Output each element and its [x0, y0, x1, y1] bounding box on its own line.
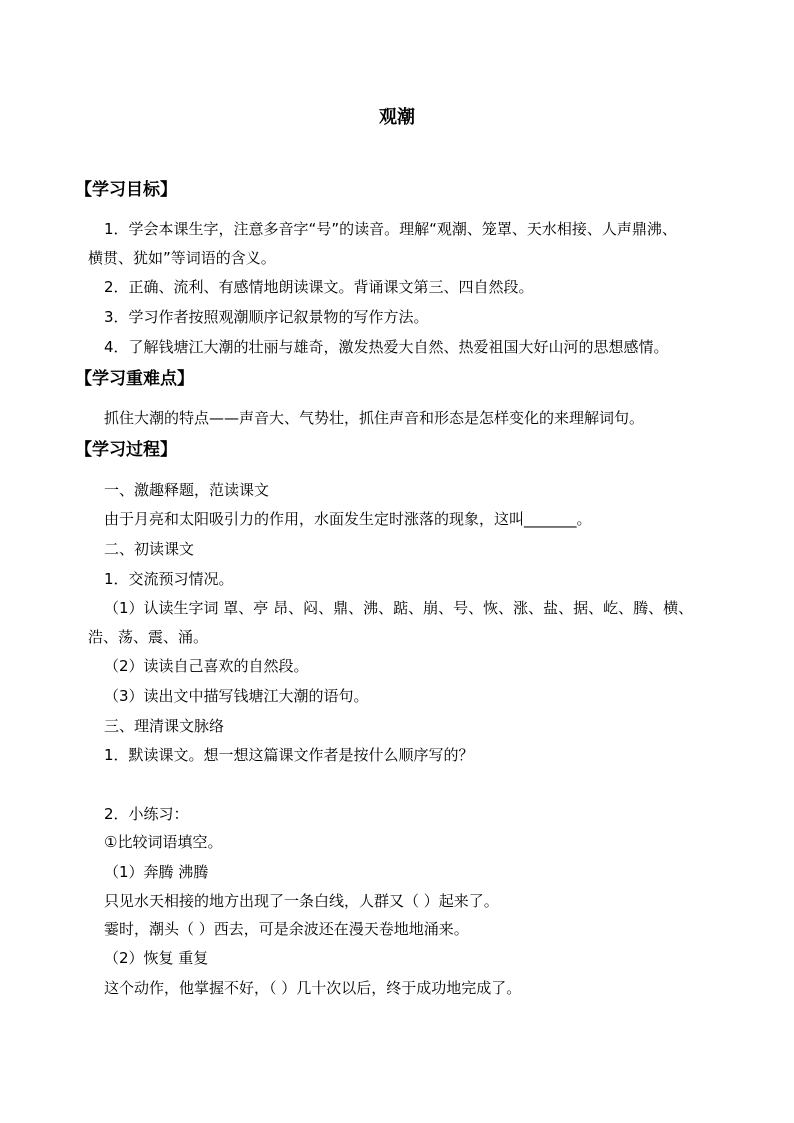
key-points-text: 抓住大潮的特点——声音大、气势壮，抓住声音和形态是怎样变化的来理解词句。 — [104, 409, 645, 427]
objective-line: 2．正确、流利、有感情地朗读课文。背诵课文第三、四自然段。 — [104, 278, 534, 296]
objective-line: 4．了解钱塘江大潮的壮丽与雄奇，激发热爱大自然、热爱祖国大好山河的思想感情。 — [104, 338, 669, 356]
process-line: （2）恢复 重复 — [104, 949, 209, 967]
process-line: ①比较词语填空。 — [104, 833, 223, 851]
section-heading-objectives: 【学习目标】 — [75, 180, 177, 200]
process-line: 由于月亮和太阳吸引力的作用，水面发生定时涨落的现象，这叫_______。 — [104, 510, 592, 528]
process-line: 霎时，潮头（ ）西去，可是余波还在漫天卷地地涌来。 — [104, 920, 469, 938]
process-line: （1）认读生字词 罩、亭 昂、闷、鼎、沸、踮、崩、号、恢、涨、盐、据、屹、腾、横、 — [104, 599, 694, 617]
process-line: 浩、荡、震、涌。 — [88, 628, 209, 646]
process-line: 1．交流预习情况。 — [104, 570, 234, 588]
process-line: 1．默读课文。想一想这篇课文作者是按什么顺序写的？ — [104, 746, 474, 764]
process-line: （2）读读自己喜欢的自然段。 — [104, 657, 309, 675]
process-line: 二、初读课文 — [104, 540, 195, 558]
page-title: 观潮 — [379, 107, 415, 128]
section-heading-key-points: 【学习重难点】 — [75, 369, 194, 389]
process-line: 这个动作，他掌握不好，（ ）几十次以后，终于成功地完成了。 — [104, 979, 522, 997]
process-line: 2．小练习： — [104, 805, 189, 823]
section-heading-process: 【学习过程】 — [75, 440, 177, 460]
objective-line: 1．学会本课生字，注意多音字“号”的读音。理解“观潮、笼罩、天水相接、人声鼎沸、 — [104, 220, 677, 238]
objective-line: 3．学习作者按照观潮顺序记叙景物的写作方法。 — [104, 308, 429, 326]
process-line: 三、理清课文脉络 — [104, 717, 225, 735]
process-line: （1）奔腾 沸腾 — [104, 863, 209, 881]
objective-line: 横贯、犹如”等词语的含义。 — [88, 249, 276, 267]
process-line: 只见水天相接的地方出现了一条白线，人群又（ ）起来了。 — [104, 892, 499, 910]
process-line: （3）读出文中描写钱塘江大潮的语句。 — [104, 687, 369, 705]
process-line: 一、激趣释题，范读课文 — [104, 481, 270, 499]
